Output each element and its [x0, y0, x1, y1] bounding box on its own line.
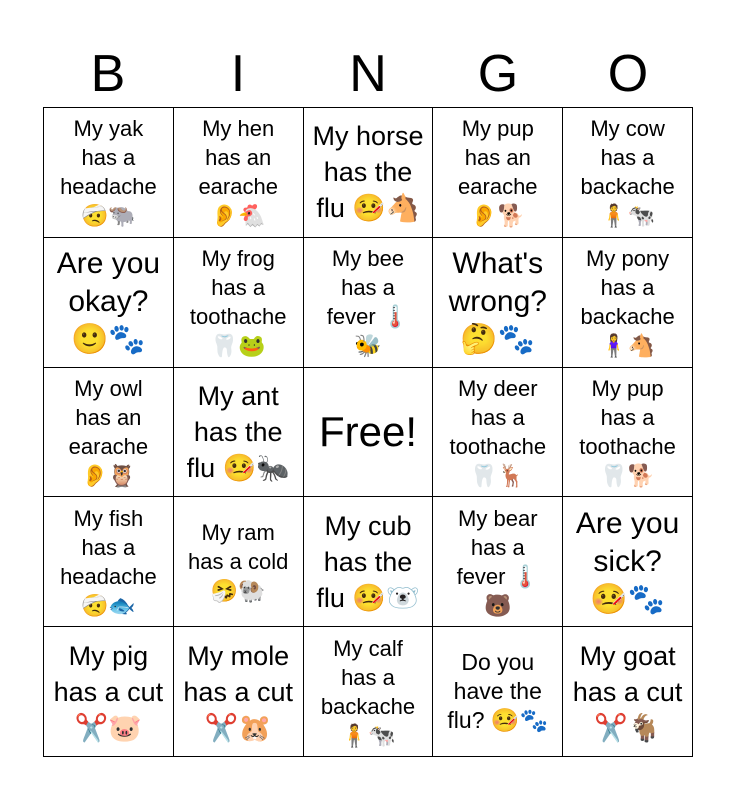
cell-text: Do you have the flu? 🤒🐾	[447, 649, 549, 734]
cell-my-cow-backache[interactable]	[563, 108, 693, 238]
cell-text: My bee has a fever 🌡️ 🐝	[326, 246, 410, 359]
cell-my-deer-toothache[interactable]	[433, 368, 563, 498]
cell-are-you-okay[interactable]	[44, 238, 174, 368]
cell-do-you-have-the-flu[interactable]	[433, 627, 563, 757]
cell-text: My pup has an earache 👂🐕	[458, 116, 538, 229]
cell-my-pig-cut[interactable]	[44, 627, 174, 757]
cell-my-goat-cut[interactable]	[563, 627, 693, 757]
cell-my-ram-cold[interactable]	[174, 497, 304, 627]
cell-text: My owl has an earache 👂🦉	[68, 375, 149, 488]
cell-my-calf-backache[interactable]	[304, 627, 434, 757]
cell-text: My pony has a backache 🧍‍♀️🐴	[580, 246, 675, 359]
cell-text: My cub has the flu 🤒🐻‍❄️	[316, 510, 420, 613]
cell-text: My bear has a fever 🌡️ 🐻	[456, 505, 539, 618]
cell-text: Are you okay? 🙂🐾	[56, 247, 161, 357]
cell-text: My pup has a toothache 🦷🐕	[579, 375, 676, 488]
cell-my-ant-flu[interactable]	[174, 368, 304, 498]
cell-text: My frog has a toothache 🦷🐸	[189, 246, 287, 359]
header-letter-b: B	[90, 45, 126, 103]
bingo-grid	[43, 107, 693, 757]
cell-my-hen-earache[interactable]	[174, 108, 304, 238]
cell-my-fish-headache[interactable]	[44, 497, 174, 627]
cell-my-pup-toothache[interactable]	[563, 368, 693, 498]
header-letter-n: N	[349, 45, 387, 103]
cell-text: My fish has a headache 🤕🐟	[60, 505, 157, 618]
cell-text: My horse has the flu 🤒🐴	[312, 121, 424, 224]
cell-my-mole-cut[interactable]	[174, 627, 304, 757]
cell-free[interactable]	[304, 368, 434, 498]
cell-text: My calf has a backache 🧍🐄	[320, 635, 416, 748]
header-letter-i: I	[230, 45, 246, 103]
cell-my-frog-toothache[interactable]	[174, 238, 304, 368]
cell-my-owl-earache[interactable]	[44, 368, 174, 498]
cell-text: What's wrong? 🤔🐾	[448, 247, 547, 357]
cell-text: My pig has a cut ✂️🐷	[53, 640, 164, 743]
cell-my-bear-fever[interactable]	[433, 497, 563, 627]
cell-text: My ram has a cold 🤧🐏	[188, 520, 289, 604]
cell-text: My deer has a toothache 🦷🦌	[449, 375, 547, 488]
bingo-header	[43, 40, 693, 108]
cell-text: My yak has a headache 🤕🐃	[60, 116, 157, 229]
header-letter-g: G	[477, 45, 519, 103]
cell-text: My ant has the flu 🤒🐜	[186, 380, 290, 483]
cell-text: Free!	[318, 407, 417, 455]
cell-text: My goat has a cut ✂️🐐	[572, 640, 683, 743]
cell-my-cub-flu[interactable]	[304, 497, 434, 627]
cell-are-you-sick[interactable]	[563, 497, 693, 627]
cell-my-pup-earache[interactable]	[433, 108, 563, 238]
cell-my-yak-headache[interactable]	[44, 108, 174, 238]
cell-my-bee-fever[interactable]	[304, 238, 434, 368]
cell-my-pony-backache[interactable]	[563, 238, 693, 368]
cell-text: My mole has a cut ✂️🐹	[183, 640, 293, 743]
header-letter-o: O	[607, 45, 649, 103]
cell-whats-wrong[interactable]	[433, 238, 563, 368]
cell-text: My cow has a backache 🧍🐄	[580, 116, 675, 229]
cell-text: Are you sick? 🤒🐾	[575, 506, 680, 616]
cell-my-horse-flu[interactable]	[304, 108, 434, 238]
cell-text: My hen has an earache 👂🐔	[198, 116, 278, 229]
